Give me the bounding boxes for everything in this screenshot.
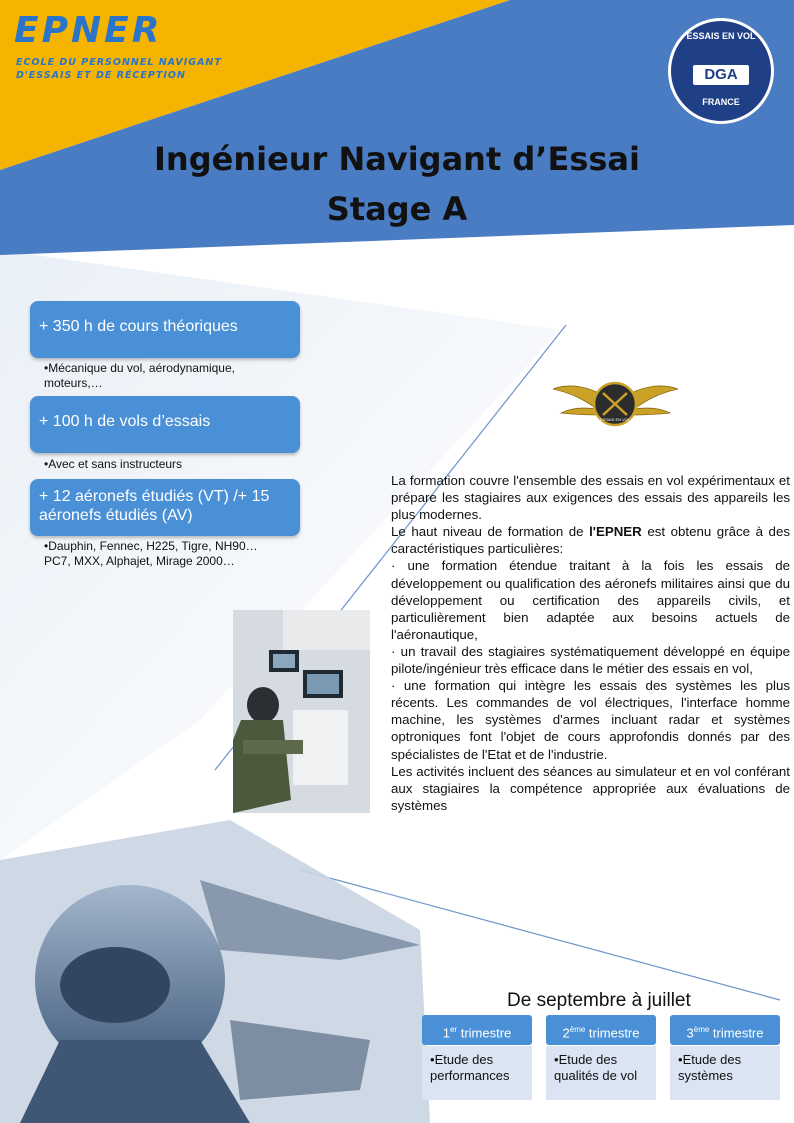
badge-bottom-text: FRANCE xyxy=(702,97,740,107)
badge-top-text: ESSAIS EN VOL xyxy=(686,31,756,41)
term-2-header xyxy=(546,1015,656,1045)
epner-logo: EPNER xyxy=(14,10,163,51)
term-2-content xyxy=(546,1046,656,1100)
schedule-title: De septembre à juillet xyxy=(507,990,691,1011)
term-3-content-text: Etude des systèmes xyxy=(678,1052,742,1083)
term-3-number: 3 xyxy=(686,1025,694,1041)
description-text xyxy=(391,472,790,814)
bullet-marker: • xyxy=(44,457,49,471)
bullet-marker: • xyxy=(430,1052,435,1067)
paragraph-level-prefix: Le haut niveau de formation de xyxy=(391,524,590,540)
pilot-and-jet-illustration xyxy=(0,820,430,1123)
term-1-sup: er xyxy=(449,1025,458,1034)
bullet-marker: • xyxy=(44,539,49,553)
highlight-detail-aircraft xyxy=(38,539,266,569)
dga-essais-en-vol-badge xyxy=(668,18,774,124)
highlight-detail-courses xyxy=(38,361,294,391)
epner-logo-subtitle-2: D'ESSAIS ET DE RÉCEPTION xyxy=(16,70,186,81)
epner-logo-subtitle-1: ECOLE DU PERSONNEL NAVIGANT xyxy=(16,57,222,68)
term-1-label: trimestre xyxy=(457,1025,512,1041)
term-2-content-text: Etude des qualités de vol xyxy=(554,1052,638,1083)
paragraph-intro: La formation couvre l'ensemble des essais en vol expérimentaux et prépare les stagiaires aux exigences des essais des appareils les plus modernes. xyxy=(391,473,790,523)
highlight-detail-flights xyxy=(38,457,294,472)
paragraph-bullet-1: · une formation étendue traitant à la fois les essais de développement ou qualification des aéronefs militaires ainsi que du développement ou certification des appareils civils, et particulièrement bien adaptée aux besoins actuels de l'aéronautique, xyxy=(391,558,790,642)
term-1-content-text: Etude des performances xyxy=(430,1052,510,1083)
highlight-detail-courses-text: Mécanique du vol, aérodynamique, moteurs,… xyxy=(44,361,235,390)
highlight-detail-flights-text: Avec et sans instructeurs xyxy=(48,457,183,471)
term-2-sup: ème xyxy=(569,1025,586,1034)
page-title-line-1: Ingénieur Navigant d’Essai xyxy=(154,140,640,178)
page-title-line-2: Stage A xyxy=(326,190,468,228)
highlight-box-aircraft: + 12 aéronefs étudiés (VT) /+ 15 aéronefs étudiés (AV) xyxy=(30,479,300,536)
wings-emblem-label: ESSAIS EN VOL xyxy=(599,417,631,422)
term-3-header xyxy=(670,1015,780,1045)
paragraph-level xyxy=(391,523,790,557)
bullet-marker: • xyxy=(554,1052,559,1067)
term-1-header xyxy=(422,1015,532,1045)
term-1-number: 1 xyxy=(442,1025,450,1041)
term-2-label: trimestre xyxy=(585,1025,640,1041)
wings-emblem xyxy=(553,375,678,433)
term-3-label: trimestre xyxy=(709,1025,764,1041)
bullet-marker: • xyxy=(44,361,49,375)
paragraph-level-bold: l'EPNER xyxy=(589,524,642,540)
paragraph-level-suffix: est obtenu grâce à des caractéristiques particulières: xyxy=(391,524,790,557)
cockpit-photo xyxy=(233,610,370,813)
badge-dga-text: DGA xyxy=(693,65,749,85)
term-1-content xyxy=(422,1046,532,1100)
paragraph-bullet-2: · un travail des stagiaires systématiquement développé en équipe pilote/ingénieur très efficace dans le métier des essais en vol, xyxy=(391,643,790,677)
bullet-marker: • xyxy=(678,1052,683,1067)
highlight-detail-aircraft-text: Dauphin, Fennec, H225, Tigre, NH90…PC7, MXX, Alphajet, Mirage 2000… xyxy=(44,539,258,568)
highlight-box-flights: + 100 h de vols d’essais xyxy=(30,396,300,453)
paragraph-activities: Les activités incluent des séances au simulateur et en vol conférant aux stagiaires la compétence appropriée aux évaluations de systèmes xyxy=(391,763,790,813)
term-2-number: 2 xyxy=(562,1025,570,1041)
term-3-content xyxy=(670,1046,780,1100)
highlight-box-courses: + 350 h de cours théoriques xyxy=(30,301,300,358)
term-3-sup: ème xyxy=(693,1025,710,1034)
paragraph-bullet-3: · une formation qui intègre les essais des systèmes les plus récents. Les commandes de vol électriques, l'interface homme machine, les systèmes d'armes incluant radar et systèmes optroniques font l'objet de cours approfondis donnés par des spécialistes de l'Etat et de l'industrie. xyxy=(391,678,790,762)
